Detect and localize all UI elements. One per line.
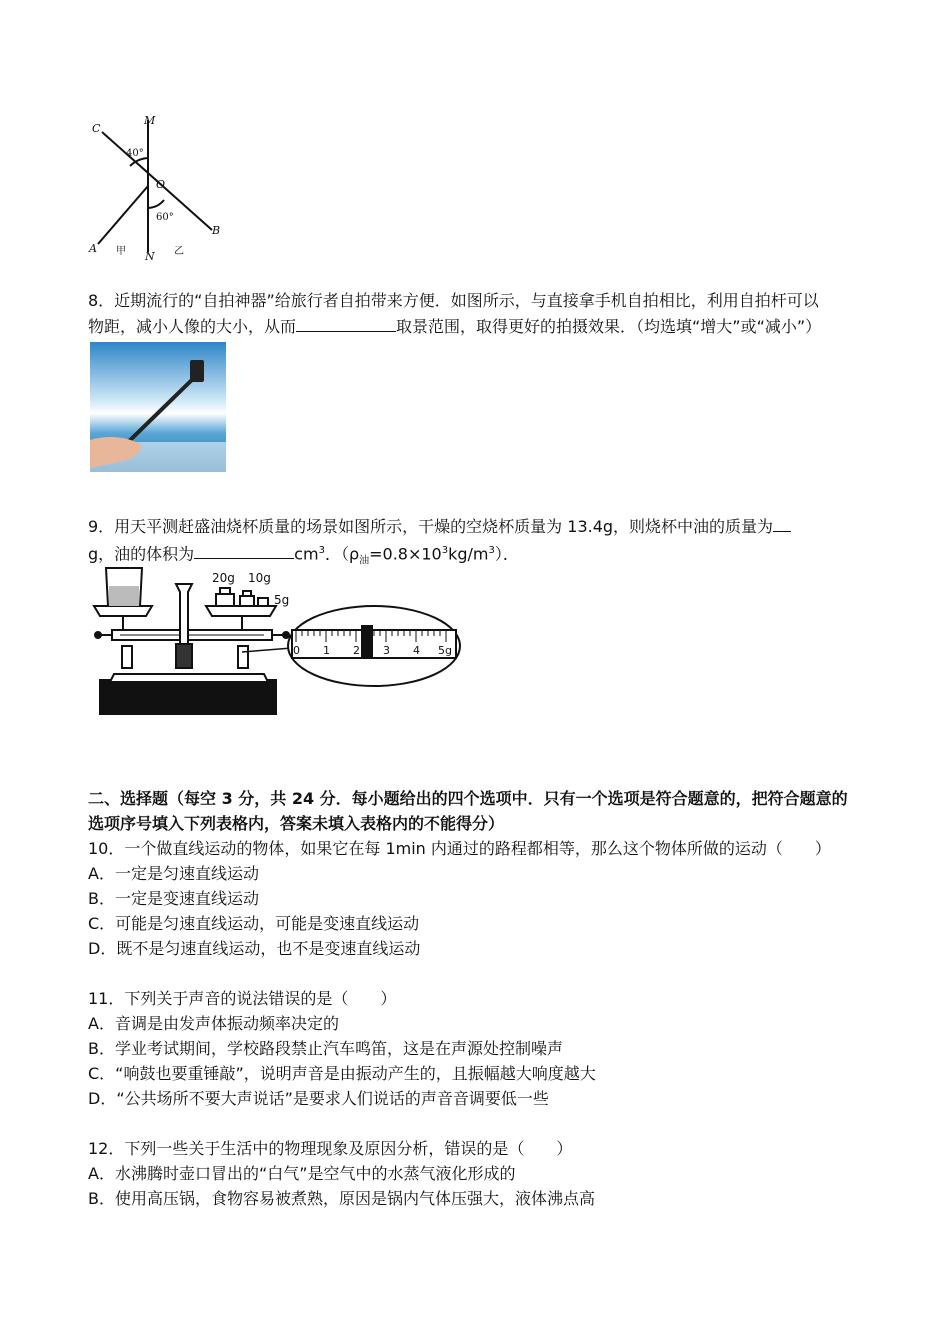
balance-base <box>100 680 276 714</box>
q10-option-d: D．既不是匀速直线运动，也不是变速直线运动 <box>88 939 421 958</box>
balance-plate <box>110 674 268 682</box>
phone-icon <box>190 360 204 382</box>
label-o: O <box>156 178 166 191</box>
q11-option-a: A．音调是由发声体振动频率决定的 <box>88 1014 339 1033</box>
q10-option-a: A．一定是匀速直线运动 <box>88 864 259 883</box>
q11-option-d: D．“公共场所不要大声说话”是要求人们说话的声音音调要低一些 <box>88 1089 549 1108</box>
q11-option-b: B．学业考试期间，学校路段禁止汽车鸣笛，这是在声源处控制噪声 <box>88 1039 563 1058</box>
rider-icon <box>362 626 372 656</box>
label-n: N <box>145 250 155 262</box>
q12-stem: 12．下列一些关于生活中的物理现象及原因分析，错误的是（ ） <box>88 1139 573 1158</box>
q10-stem: 10．一个做直线运动的物体，如果它在每 1min 内通过的路程都相等，那么这个物体所做的运动（ ） <box>88 839 831 858</box>
angle-60-label: 60° <box>156 212 174 223</box>
weight-5g-label: 5g <box>274 593 290 607</box>
weight-5g-icon <box>258 598 268 606</box>
scale-tick-3: 3 <box>383 644 390 657</box>
scale-tick-4: 4 <box>413 644 420 657</box>
angle-arc-bottom <box>148 200 164 208</box>
q8-answer-blank[interactable] <box>296 315 396 332</box>
selfie-stick-image <box>90 342 226 472</box>
q9-oil-mass-blank[interactable] <box>773 515 791 532</box>
q9-rho-unit: kg/m <box>448 544 489 564</box>
q8-line1: 8．近期流行的“自拍神器”给旅行者自拍带来方便．如图所示，与直接拿手机自拍相比，利用自拍杆可以 <box>88 291 819 310</box>
q9-line1-text: 9．用天平测赶盛油烧杯质量的场景如图所示，干燥的空烧杯质量为 13.4g，则烧杯中油的质量为 <box>88 517 774 536</box>
balance-diagram <box>92 564 464 716</box>
q9-line2-end: ）． <box>494 544 519 564</box>
q9-sup-3a: 3 <box>318 545 325 556</box>
scale-tick-2: 2 <box>353 644 360 657</box>
weight-10g-label: 10g <box>248 571 271 585</box>
weight-10g-icon <box>240 596 254 606</box>
oil-liquid <box>109 586 139 606</box>
label-a: A <box>89 242 97 255</box>
q9-line2-text-a: g，油的体积为 <box>88 544 195 564</box>
section2-heading-line1: 二、选择题（每空 3 分，共 24 分．每小题给出的四个选项中．只有一个选项是符合题意的，把符合题意的 <box>88 789 848 808</box>
label-m: M <box>144 114 156 127</box>
weight-20g-icon <box>216 594 234 606</box>
label-b: B <box>212 224 221 237</box>
q8-line2-text-a: 物距，减小人像的大小，从而 <box>88 317 297 336</box>
q9-rho-prefix: ．（ρ <box>324 544 360 564</box>
q9-unit-cm: cm <box>294 544 319 564</box>
q9-line1 <box>88 515 791 538</box>
q9-sup-3c: 3 <box>488 545 495 556</box>
scale-tick-0: 0 <box>293 644 300 657</box>
q11-option-c: C．“响鼓也要重锤敲”，说明声音是由振动产生的，且振幅越大响度越大 <box>88 1064 596 1083</box>
scale-tick-1: 1 <box>323 644 330 657</box>
q12-option-a: A．水沸腾时壶口冒出的“白气”是空气中的水蒸气液化形成的 <box>88 1164 516 1183</box>
angle-40-label: 40° <box>126 148 144 159</box>
weight-20g-label: 20g <box>212 571 235 585</box>
q9-rho-value: =0.8×10 <box>369 544 442 564</box>
balance-center-block <box>176 644 192 668</box>
reflection-diagram <box>86 112 226 262</box>
left-pan <box>94 606 152 616</box>
scale-tick-5g: 5g <box>438 644 452 657</box>
label-c: C <box>92 122 101 135</box>
q8-line2-text-b: 取景范围，取得更好的拍摄效果．（均选填“增大”或“减小”） <box>396 317 822 336</box>
q9-sup-3b: 3 <box>441 545 449 556</box>
q10-option-c: C．可能是匀速直线运动，可能是变速直线运动 <box>88 914 420 933</box>
q9-oil-volume-blank[interactable] <box>194 542 294 559</box>
right-pan <box>206 606 276 616</box>
ray-ao <box>98 186 148 244</box>
q9-rho-sub: 油 <box>359 555 370 567</box>
q10-option-b: B．一定是变速直线运动 <box>88 889 259 908</box>
section2-heading-line2: 选项序号填入下列表格内，答案未填入表格内的不能得分） <box>88 814 505 833</box>
label-jia: 甲 <box>116 246 126 257</box>
q12-option-b: B．使用高压锅，食物容易被煮熟，原因是锅内气体压强大，液体沸点高 <box>88 1189 595 1208</box>
q11-stem: 11．下列关于声音的说法错误的是（ ） <box>88 989 397 1008</box>
label-yi: 乙 <box>174 246 184 257</box>
q8-line2 <box>88 315 821 338</box>
